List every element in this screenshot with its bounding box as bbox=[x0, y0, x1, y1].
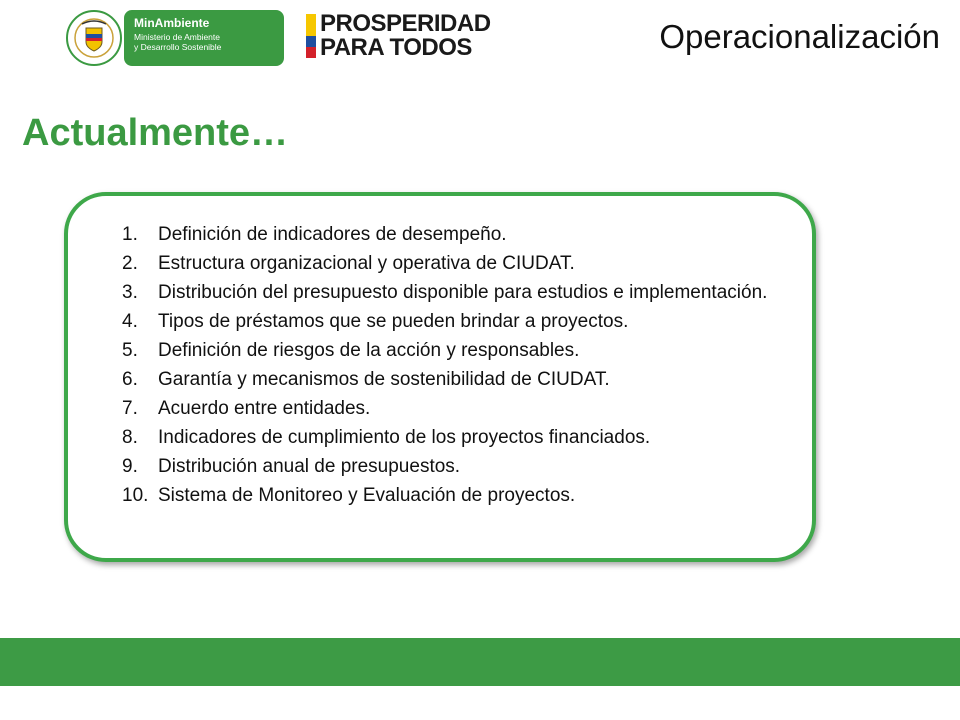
list-item-text: Sistema de Monitoreo y Evaluación de proyectos. bbox=[158, 485, 576, 506]
list-item-text: Definición de riesgos de la acción y responsables. bbox=[158, 340, 580, 361]
list-item bbox=[122, 481, 802, 510]
prosperidad-logo bbox=[306, 12, 506, 62]
slogan-line2: PARA TODOS bbox=[320, 34, 472, 61]
list-item bbox=[122, 452, 802, 481]
list-item-text: Distribución anual de presupuestos. bbox=[158, 456, 461, 477]
colombia-flag-icon bbox=[306, 14, 316, 58]
list-item bbox=[122, 394, 802, 423]
list-item-number: 10. bbox=[122, 485, 149, 506]
minambiente-badge bbox=[124, 10, 284, 66]
list-item bbox=[122, 336, 802, 365]
list-item-text: Indicadores de cumplimiento de los proyectos financiados. bbox=[158, 427, 651, 448]
slogan-line1: PROSPERIDAD bbox=[320, 10, 491, 37]
list-item-number: 8. bbox=[122, 427, 138, 448]
list-item-number: 6. bbox=[122, 369, 138, 390]
item-list bbox=[122, 220, 802, 510]
section-heading: Actualmente… bbox=[22, 112, 289, 154]
content-box bbox=[64, 192, 816, 562]
ministry-subtitle-line2: y Desarrollo Sostenible bbox=[134, 42, 222, 52]
list-item bbox=[122, 365, 802, 394]
list-item bbox=[122, 307, 802, 336]
list-item bbox=[122, 249, 802, 278]
footer-bar bbox=[0, 638, 960, 686]
list-item bbox=[122, 278, 802, 307]
slogan bbox=[320, 12, 491, 60]
list-item-number: 2. bbox=[122, 253, 138, 274]
list-item-text: Distribución del presupuesto disponible para estudios e implementación. bbox=[158, 282, 768, 303]
page-title: Operacionalización bbox=[659, 18, 940, 55]
list-item-number: 7. bbox=[122, 398, 138, 419]
list-item bbox=[122, 220, 802, 249]
list-item-text: Acuerdo entre entidades. bbox=[158, 398, 371, 419]
list-item-text: Tipos de préstamos que se pueden brindar a proyectos. bbox=[158, 311, 629, 332]
ministry-logo bbox=[66, 10, 284, 66]
ministry-name: MinAmbiente bbox=[134, 16, 210, 30]
ministry-subtitle bbox=[134, 32, 221, 52]
list-item bbox=[122, 423, 802, 452]
coat-of-arms-seal-icon bbox=[66, 10, 122, 66]
list-item-text: Definición de indicadores de desempeño. bbox=[158, 224, 507, 245]
list-item-number: 5. bbox=[122, 340, 138, 361]
list-item-number: 3. bbox=[122, 282, 138, 303]
list-item-text: Garantía y mecanismos de sostenibilidad de CIUDAT. bbox=[158, 369, 610, 390]
list-item-number: 1. bbox=[122, 224, 138, 245]
list-item-text: Estructura organizacional y operativa de CIUDAT. bbox=[158, 253, 575, 274]
list-item-number: 4. bbox=[122, 311, 138, 332]
list-item-number: 9. bbox=[122, 456, 138, 477]
ministry-subtitle-line1: Ministerio de Ambiente bbox=[134, 32, 220, 42]
